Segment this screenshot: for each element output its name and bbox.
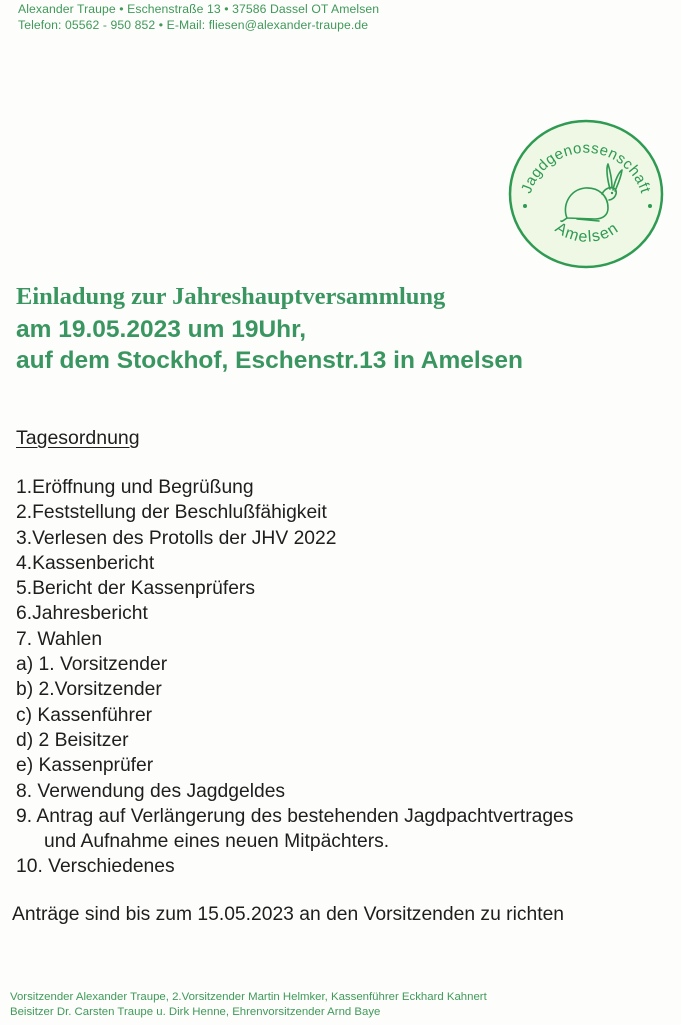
meeting-location: auf dem Stockhof, Eschenstr.13 in Amelsen (16, 347, 523, 374)
agenda-item: 7. Wahlen (16, 628, 103, 650)
letterhead-contact: Telefon: 05562 - 950 852 • E-Mail: fliesen@alexander-traupe.de (18, 18, 369, 32)
svg-text:Jagdgenossenschaft: Jagdgenossenschaft (518, 139, 654, 196)
letterhead-address: Alexander Traupe • Eschenstraße 13 • 37586 Dassel OT Amelsen (18, 2, 380, 16)
agenda-subitem: a) 1. Vorsitzender (16, 654, 168, 676)
agenda-subitem: d) 2 Beisitzer (16, 729, 129, 751)
board-members-line2: Beisitzer Dr. Carsten Traupe u. Dirk Henne, Ehrenvorsitzender Arnd Baye (10, 1006, 381, 1018)
agenda-item: 6.Jahresbericht (16, 603, 148, 625)
agenda-item: 10. Verschiedenes (16, 856, 175, 878)
agenda-subitem: c) Kassenführer (16, 704, 153, 726)
agenda-item: 1.Eröffnung und Begrüßung (16, 477, 254, 498)
agenda-item: 3.Verlesen des Protolls der JHV 2022 (16, 527, 337, 549)
agenda-item: 8. Verwendung des Jagdgeldes (16, 780, 286, 802)
agenda-item: 4.Kassenbericht (16, 552, 155, 574)
agenda-list (16, 475, 573, 880)
stamp-seal-icon (507, 118, 665, 270)
agenda-heading: Tagesordnung (16, 427, 140, 449)
application-deadline: Anträge sind bis zum 15.05.2023 an den Vorsitzenden zu richten (12, 904, 565, 925)
agenda-item-continuation: und Aufnahme eines neuen Mitpächters. (44, 831, 390, 853)
jagdgenossenschaft-stamp (507, 118, 665, 270)
board-members-line1: Vorsitzender Alexander Traupe, 2.Vorsitzender Martin Helmker, Kassenführer Eckhard Kahnert (10, 991, 487, 1003)
agenda-subitem: e) Kassenprüfer (16, 755, 154, 777)
svg-text:Amelsen: Amelsen (551, 219, 623, 246)
agenda-item: 9. Antrag auf Verlängerung des bestehenden Jagdpachtvertrages (16, 805, 574, 827)
agenda-item: 2.Feststellung der Beschlußfähigkeit (16, 502, 327, 524)
agenda-item: 5.Bericht der Kassenprüfers (16, 578, 255, 600)
agenda-subitem: b) 2.Vorsitzender (16, 679, 162, 701)
meeting-date: am 19.05.2023 um 19Uhr, (16, 316, 307, 343)
invitation-title: Einladung zur Jahreshauptversammlung (16, 283, 446, 310)
